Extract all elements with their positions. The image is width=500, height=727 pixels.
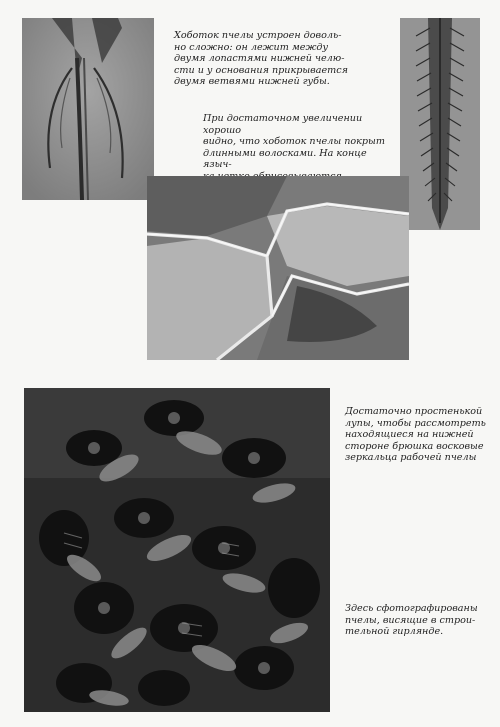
bee-garland-photo [24, 388, 330, 712]
proboscis-structure-caption: Хоботок пчелы устроен доволь- но сложно: он лежит между двумя лопастями нижней челю- сти и у основания прикрывается двумя ветвями нижней губы. [174, 30, 348, 88]
bee-garland-caption: Здесь сфотографированы пчелы, висящие в строи- тельной гирлянде. [345, 603, 478, 638]
proboscis-photo [22, 18, 154, 200]
tongue-tip-photo [400, 18, 480, 230]
proboscis-hairs-caption: При достаточном увеличении хорошо видно, что хоботок пчелы покрыт длинными волосками. На конце языч- [203, 113, 385, 171]
wax-mirror-cells-photo [147, 176, 409, 360]
wax-mirrors-caption: Достаточно простенькой лупы, чтобы рассмотреть находящиеся на нижней стороне брюшка восковые зеркальца рабочей пчелы [345, 406, 486, 464]
